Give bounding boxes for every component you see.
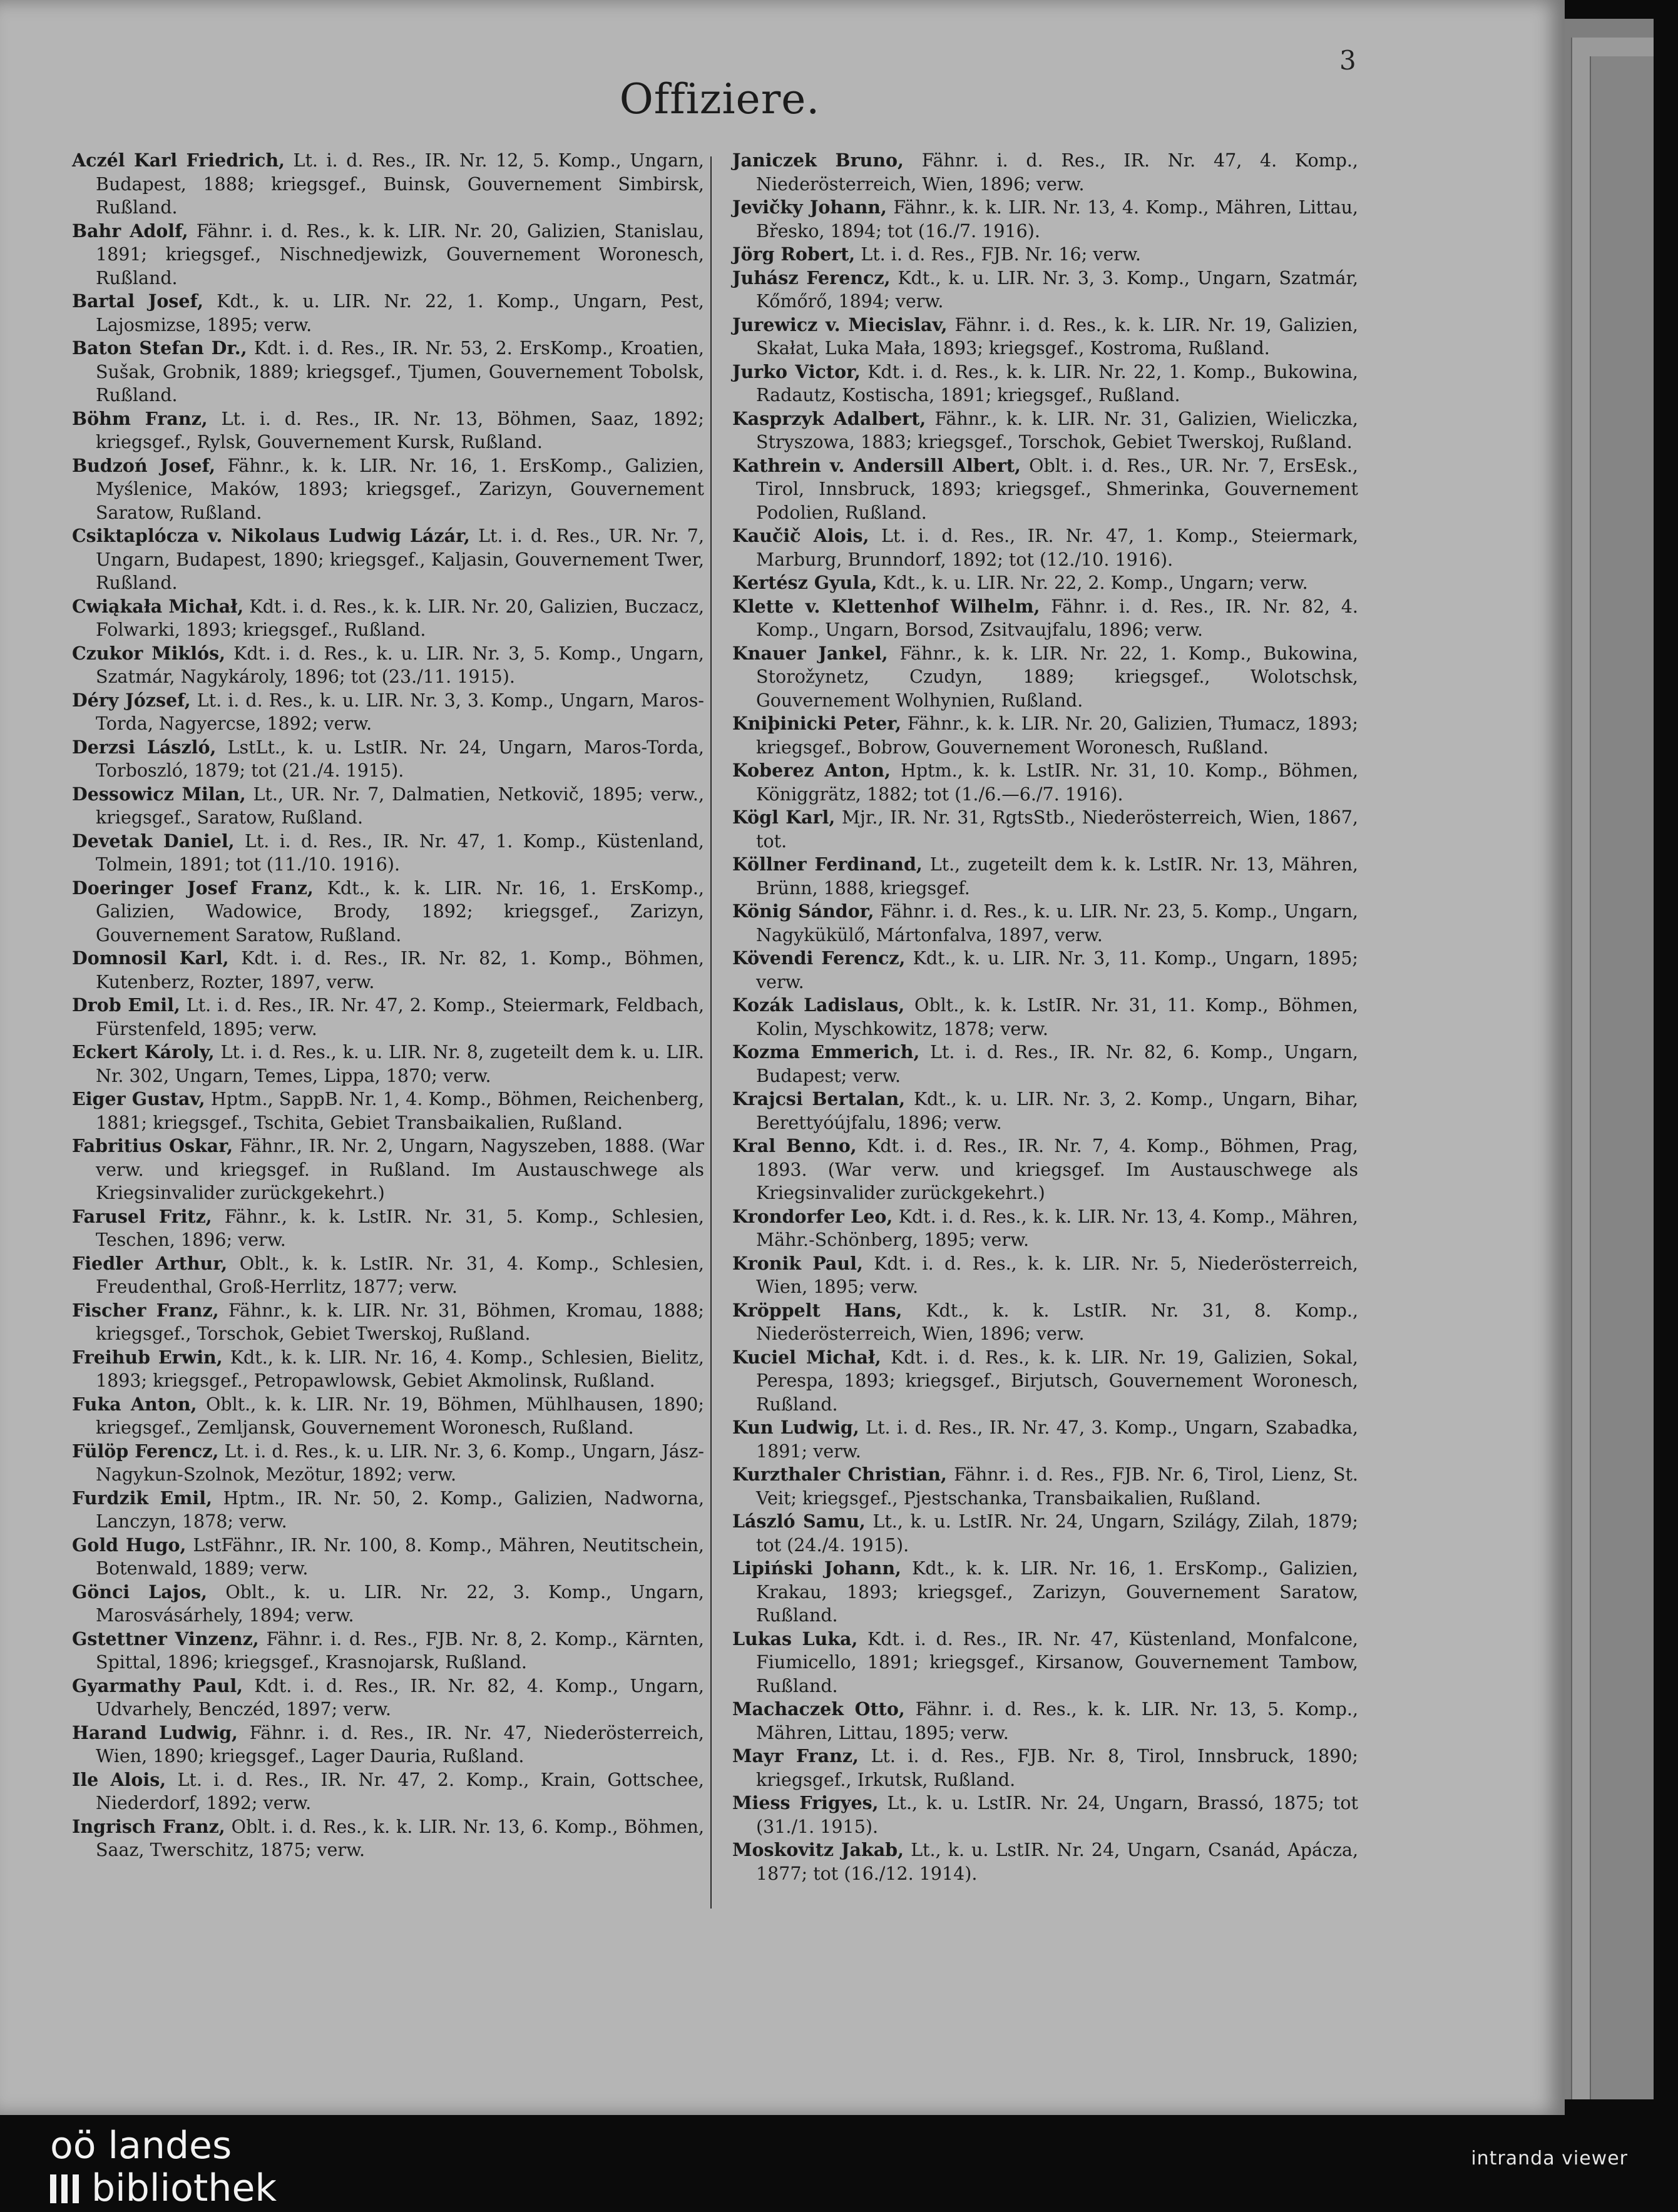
officer-entry: [732, 524, 1358, 571]
officer-entry: [72, 1534, 704, 1581]
officer-details: Fähnr., IR. Nr. 2, Ungarn, Nagyszeben, 1888. (War verw. und kriegsgef. in Rußland. Im Austauschwege als Kriegsinvalider zurückgekehrt.): [96, 1136, 704, 1203]
right-column: [732, 149, 1358, 1885]
officer-details: Lt. i. d. Res., IR. Nr. 13, Böhmen, Saaz, 1892; kriegsgef., Rylsk, Gouvernement Kursk, Rußland.: [96, 408, 704, 452]
officer-name: Aczél Karl Friedrich,: [72, 150, 285, 171]
officer-name: Mayr Franz,: [732, 1745, 859, 1766]
officer-details: Lt. i. d. Res., IR. Nr. 82, 6. Komp., Ungarn, Budapest; verw.: [756, 1042, 1358, 1086]
officer-entry: [732, 267, 1358, 313]
officer-name: Kral Benno,: [732, 1135, 857, 1156]
officer-entry: [72, 1721, 704, 1768]
officer-name: Cwiąkała Michał,: [72, 595, 244, 617]
officer-entry: [72, 736, 704, 783]
officer-details: Lt., zugeteilt dem k. k. LstIR. Nr. 13, Mähren, Brünn, 1888, kriegsgef.: [756, 854, 1358, 899]
officer-name: Klette v. Klettenhof Wilhelm,: [732, 595, 1040, 617]
officer-entry: [732, 900, 1358, 947]
officer-entry: [72, 1346, 704, 1393]
officer-entry: [732, 1134, 1358, 1205]
officer-entry: [732, 571, 1358, 595]
officer-details: Kdt. i. d. Res., k. k. LIR. Nr. 13, 4. Komp., Mähren, Mähr.-Schönberg, 1895; verw.: [756, 1206, 1358, 1250]
officer-details: Lt. i. d. Res., IR. Nr. 47, 1. Komp., Steiermark, Marburg, Brunndorf, 1892; tot (12./10. 1916).: [756, 526, 1359, 570]
officer-entry: [732, 1041, 1358, 1088]
officer-entry: [72, 454, 704, 525]
officer-entry: [732, 1792, 1358, 1838]
officer-details: Lt. i. d. Res., k. u. LIR. Nr. 8, zugeteilt dem k. u. LIR. Nr. 302, Ungarn, Temes, Lippa, 1870; verw.: [96, 1042, 704, 1086]
officer-name: Kertész Gyula,: [732, 572, 877, 593]
officer-entry: [72, 783, 704, 830]
officer-name: Juhász Ferencz,: [732, 267, 891, 288]
officer-entry: [72, 1487, 704, 1534]
officer-entry: [732, 595, 1358, 642]
officer-entry: [72, 1205, 704, 1252]
officer-details: Kdt. i. d. Res., IR. Nr. 82, 4. Komp., Ungarn, Udvarhely, Benczéd, 1897; verw.: [96, 1675, 704, 1720]
officer-entry: [72, 642, 704, 689]
officer-details: Kdt., k. k. LIR. Nr. 16, 1. ErsKomp., Galizien, Krakau, 1893; kriegsgef., Zarizyn, Gouvernement Saratow, Rußland.: [756, 1558, 1358, 1626]
officer-entry: [72, 407, 704, 454]
officer-details: Lt. i. d. Res., k. u. LIR. Nr. 3, 3. Komp., Ungarn, Maros-Torda, Nagyercse, 1892; verw.: [96, 690, 704, 734]
officer-details: Fähnr., k. k. LIR. Nr. 16, 1. ErsKomp., Galizien, Myślenice, Maków, 1893; kriegsgef., Zarizyn, Gouvernement Saratow, Rußland.: [96, 455, 704, 523]
officer-entry: [732, 407, 1358, 454]
officer-entry: [732, 196, 1358, 243]
officer-name: Krondorfer Leo,: [732, 1205, 893, 1227]
officer-details: Fähnr., k. k. LIR. Nr. 22, 1. Komp., Bukowina, Storožynetz, Czudyn, 1889; kriegsgef., Wolotschsk, Gouvernement Wolhynien, Rußland.: [756, 643, 1358, 711]
officer-name: Miess Frigyes,: [732, 1792, 879, 1813]
officer-details: Lt. i. d. Res., FJB. Nr. 16; verw.: [855, 244, 1141, 265]
page-title: Offiziere.: [619, 75, 821, 123]
officer-details: Kdt. i. d. Res., IR. Nr. 7, 4. Komp., Böhmen, Prag, 1893. (War verw. und kriegsgef. Im Austauschwege als Kriegsinvalider zurückgekehrt.): [756, 1136, 1358, 1203]
officer-name: Gönci Lajos,: [72, 1581, 208, 1603]
officer-name: Kathrein v. Andersill Albert,: [732, 454, 1021, 476]
officer-name: Knauer Jankel,: [732, 642, 888, 664]
officer-entry: [72, 1674, 704, 1721]
officer-entry: [72, 595, 704, 642]
officer-details: Oblt., k. k. LstIR. Nr. 31, 11. Komp., Böhmen, Kolin, Myschkowitz, 1878; verw.: [756, 995, 1358, 1039]
officer-entry: [732, 1299, 1358, 1346]
officer-name: Lukas Luka,: [732, 1628, 858, 1649]
officer-details: Lt., k. u. LstIR. Nr. 24, Ungarn, Brassó, 1875; tot (31./1. 1915).: [756, 1793, 1358, 1837]
logo-line-1: oö landes: [50, 2124, 232, 2168]
officer-details: Oblt., k. k. LIR. Nr. 19, Böhmen, Mühlhausen, 1890; kriegsgef., Zemljansk, Gouvernement Woronesch, Rußland.: [96, 1394, 705, 1438]
officer-entry: [72, 1440, 704, 1487]
officer-entry: [72, 830, 704, 877]
officer-name: Farusel Fritz,: [72, 1205, 212, 1227]
officer-details: Kdt., k. u. LIR. Nr. 22, 2. Komp., Ungarn; verw.: [877, 573, 1308, 593]
officer-entry: [72, 1581, 704, 1628]
officer-details: Lt. i. d. Res., IR. Nr. 12, 5. Komp., Ungarn, Budapest, 1888; kriegsgef., Buinsk, Gouvernement Simbirsk, Rußland.: [96, 150, 704, 218]
officer-details: Hptm., k. k. LstIR. Nr. 31, 10. Komp., Böhmen, Königgrätz, 1882; tot (1./6.—6./7. 1916).: [756, 760, 1358, 805]
officer-details: Fähnr. i. d. Res., k. k. LIR. Nr. 19, Galizien, Skałat, Luka Mała, 1893; kriegsgef., Kostroma, Rußland.: [756, 314, 1358, 359]
officer-details: Lt. i. d. Res., IR. Nr. 47, 2. Komp., Krain, Gottschee, Niederdorf, 1892; verw.: [96, 1769, 704, 1813]
officer-entry: [72, 1134, 704, 1205]
officer-entry: [72, 149, 704, 220]
officer-entry: [732, 243, 1358, 267]
officer-name: Jurewicz v. Miecislav,: [732, 313, 948, 335]
officer-name: Freihub Erwin,: [72, 1346, 223, 1368]
officer-entry: [732, 1416, 1358, 1463]
officer-entry: [732, 994, 1358, 1041]
officer-details: Lt. i. d. Res., IR. Nr. 47, 1. Komp., Küstenland, Tolmein, 1891; tot (11./10. 1916).: [96, 830, 704, 875]
officer-entry: [732, 642, 1358, 713]
officer-name: Doeringer Josef Franz,: [72, 877, 314, 899]
officer-name: Domnosil Karl,: [72, 947, 229, 969]
officer-details: Oblt. i. d. Res., UR. Nr. 7, ErsEsk., Tirol, Innsbruck, 1893; kriegsgef., Shmerinka, Gouvernement Podolien, Rußland.: [756, 455, 1358, 523]
officer-details: Kdt., k. k. LstIR. Nr. 31, 8. Komp., Niederösterreich, Wien, 1896; verw.: [756, 1300, 1358, 1344]
officer-entry: [72, 1393, 704, 1440]
officer-name: Böhm Franz,: [72, 407, 208, 429]
officer-details: Fähnr. i. d. Res., IR. Nr. 82, 4. Komp., Ungarn, Borsod, Zsitvaujfalu, 1896; verw.: [756, 596, 1358, 640]
officer-name: Moskovitz Jakab,: [732, 1839, 904, 1860]
officer-details: Lt., k. u. LstIR. Nr. 24, Ungarn, Csanád, Apácza, 1877; tot (16./12. 1914).: [756, 1840, 1359, 1884]
logo-bars-icon: [50, 2167, 84, 2209]
officer-details: LstLt., k. u. LstIR. Nr. 24, Ungarn, Maros-Torda, Torboszló, 1879; tot (21./4. 1915).: [96, 736, 704, 781]
officer-details: Fähnr., k. k. LstIR. Nr. 31, 5. Komp., Schlesien, Teschen, 1896; verw.: [96, 1206, 704, 1250]
officer-name: Ingrisch Franz,: [72, 1815, 225, 1837]
officer-name: Kurzthaler Christian,: [732, 1464, 947, 1485]
officer-entry: [72, 1252, 704, 1299]
officer-name: Gold Hugo,: [72, 1534, 187, 1556]
officer-entry: [732, 1838, 1358, 1885]
officer-name: Devetak Daniel,: [72, 830, 235, 852]
officer-details: Lt. i. d. Res., IR. Nr. 47, 2. Komp., Steiermark, Feldbach, Fürstenfeld, 1895; verw.: [96, 995, 705, 1039]
page-stack-edge: [1590, 56, 1654, 2099]
officer-details: Lt., k. u. LstIR. Nr. 24, Ungarn, Szilágy, Zilah, 1879; tot (24./4. 1915).: [756, 1511, 1359, 1556]
officer-details: Mjr., IR. Nr. 31, RgtsStb., Niederösterreich, Wien, 1867, tot.: [756, 807, 1358, 852]
officer-name: Krajcsi Bertalan,: [732, 1088, 906, 1109]
officer-name: Lipiński Johann,: [732, 1557, 901, 1579]
officer-name: Kozák Ladislaus,: [732, 994, 905, 1016]
officer-name: Budzoń Josef,: [72, 454, 216, 476]
officer-details: Kdt. i. d. Res., IR. Nr. 53, 2. ErsKomp., Kroatien, Sušak, Grobnik, 1889; kriegsgef., Tjumen, Gouvernement Tobolsk, Rußland.: [96, 338, 704, 405]
officer-name: Jörg Robert,: [732, 243, 856, 265]
officer-entry: [72, 947, 704, 994]
officer-details: Kdt. i. d. Res., k. k. LIR. Nr. 5, Niederösterreich, Wien, 1895; verw.: [756, 1253, 1358, 1297]
officer-name: Fiedler Arthur,: [72, 1252, 228, 1274]
viewer-label: intranda viewer: [1471, 2148, 1628, 2169]
officer-name: Eiger Gustav,: [72, 1088, 205, 1109]
officer-name: Fülöp Ferencz,: [72, 1440, 219, 1462]
column-divider: [710, 156, 712, 1909]
officer-name: Kaučič Alois,: [732, 525, 869, 546]
officer-details: Kdt. i. d. Res., k. k. LIR. Nr. 20, Galizien, Buczacz, Folwarki, 1893; kriegsgef., Rußland.: [96, 596, 704, 640]
officer-entry: [732, 1557, 1358, 1628]
officer-name: Kuciel Michał,: [732, 1346, 881, 1368]
officer-name: Kövendi Ferencz,: [732, 947, 906, 969]
officer-details: Fähnr., k. k. LIR. Nr. 20, Galizien, Tłumacz, 1893; kriegsgef., Bobrow, Gouvernement Woronesch, Rußland.: [756, 713, 1358, 758]
officer-entry: [732, 1745, 1358, 1792]
officer-name: Bartal Josef,: [72, 290, 204, 312]
officer-details: Fähnr., k. k. LIR. Nr. 13, 4. Komp., Mähren, Littau, Břesko, 1894; tot (16./7. 1916).: [756, 197, 1358, 242]
officer-name: Janiczek Bruno,: [732, 150, 904, 171]
officer-name: Jurko Victor,: [732, 360, 861, 382]
officer-details: Kdt. i. d. Res., IR. Nr. 82, 1. Komp., Böhmen, Kutenberz, Rozter, 1897, verw.: [96, 948, 704, 992]
officer-entry: [732, 149, 1358, 196]
officer-name: Harand Ludwig,: [72, 1721, 238, 1743]
officer-entry: [732, 1252, 1358, 1299]
left-column: [72, 149, 704, 1862]
officer-details: Fähnr. i. d. Res., k. u. LIR. Nr. 23, 5. Komp., Ungarn, Nagykükülő, Mártonfalva, 1897, verw.: [756, 901, 1358, 945]
officer-entry: [732, 1628, 1358, 1698]
officer-name: Eckert Károly,: [72, 1041, 215, 1063]
officer-entry: [732, 1463, 1358, 1510]
officer-name: Köllner Ferdinand,: [732, 854, 923, 875]
officer-details: Kdt. i. d. Res., k. u. LIR. Nr. 3, 5. Komp., Ungarn, Szatmár, Nagykároly, 1896; tot (23./11. 1915).: [96, 643, 704, 687]
page-number: 3: [1339, 45, 1356, 76]
officer-entry: [732, 712, 1358, 759]
officer-entry: [72, 1299, 704, 1346]
officer-name: Kozma Emmerich,: [732, 1041, 920, 1063]
officer-entry: [732, 1346, 1358, 1417]
officer-details: Kdt., k. k. LIR. Nr. 16, 4. Komp., Schlesien, Bielitz, 1893; kriegsgef., Petropawlowsk, Gebiet Akmolinsk, Rußland.: [96, 1347, 704, 1391]
officer-details: Lt. i. d. Res., UR. Nr. 7, Ungarn, Budapest, 1890; kriegsgef., Kaljasin, Gouvernement Twer, Rußland.: [96, 526, 704, 593]
officer-details: Kdt. i. d. Res., k. k. LIR. Nr. 22, 1. Komp., Bukowina, Radautz, Kostischa, 1891; kriegsgef., Rußland.: [756, 361, 1358, 405]
officer-details: Fähnr. i. d. Res., k. k. LIR. Nr. 13, 5. Komp., Mähren, Littau, 1895; verw.: [756, 1699, 1359, 1743]
officer-entry: [732, 1510, 1358, 1557]
officer-name: Derzsi László,: [72, 736, 217, 758]
officer-details: Fähnr. i. d. Res., IR. Nr. 47, 4. Komp., Niederösterreich, Wien, 1896; verw.: [756, 150, 1358, 195]
officer-details: Fähnr., k. k. LIR. Nr. 31, Galizien, Wieliczka, Stryszowa, 1883; kriegsgef., Torschok, Gebiet Twerskoj, Rußland.: [756, 408, 1358, 452]
officer-entry: [72, 1815, 704, 1862]
officer-details: Fähnr. i. d. Res., k. k. LIR. Nr. 20, Galizien, Stanislau, 1891; kriegsgef., Nischnedjewizk, Gouvernement Woronesch, Rußland.: [96, 220, 704, 288]
officer-name: Kronik Paul,: [732, 1252, 863, 1274]
officer-name: Kasprzyk Adalbert,: [732, 407, 926, 429]
officer-details: Kdt. i. d. Res., IR. Nr. 47, Küstenland, Monfalcone, Fiumicello, 1891; kriegsgef., Kirsanow, Gouvernement Tambow, Rußland.: [756, 1628, 1358, 1696]
officer-details: Lt. i. d. Res., k. u. LIR. Nr. 3, 6. Komp., Ungarn, Jász-Nagykun-Szolnok, Mezötur, 1892; verw.: [96, 1440, 705, 1485]
officer-details: LstFähnr., IR. Nr. 100, 8. Komp., Mähren, Neutitschein, Botenwald, 1889; verw.: [96, 1534, 704, 1579]
officer-entry: [72, 1088, 704, 1134]
officer-name: Baton Stefan Dr.,: [72, 337, 247, 359]
officer-details: Kdt., k. k. LIR. Nr. 16, 1. ErsKomp., Galizien, Wadowice, Brody, 1892; kriegsgef., Zarizyn, Gouvernement Saratow, Rußland.: [96, 877, 704, 945]
officer-entry: [72, 337, 704, 407]
officer-name: Fuka Anton,: [72, 1393, 197, 1415]
officer-name: Fabritius Oskar,: [72, 1135, 233, 1156]
officer-name: Déry József,: [72, 689, 191, 711]
officer-entry: [732, 806, 1358, 853]
officer-details: Fähnr. i. d. Res., IR. Nr. 47, Niederösterreich, Wien, 1890; kriegsgef., Lager Dauria, Rußland.: [96, 1722, 704, 1766]
officer-name: Bahr Adolf,: [72, 220, 188, 242]
officer-name: Gstettner Vinzenz,: [72, 1628, 259, 1649]
officer-entry: [72, 994, 704, 1041]
officer-name: Czukor Miklós,: [72, 642, 226, 664]
officer-details: Oblt. i. d. Res., k. k. LIR. Nr. 13, 6. Komp., Böhmen, Saaz, Twerschitz, 1875; verw.: [96, 1816, 705, 1860]
officer-details: Kdt. i. d. Res., k. k. LIR. Nr. 19, Galizien, Sokal, Perespa, 1893; kriegsgef., Birjutsch, Gouvernement Woronesch, Rußland.: [756, 1347, 1358, 1415]
officer-entry: [732, 759, 1358, 806]
officer-details: Fähnr. i. d. Res., FJB. Nr. 8, 2. Komp., Kärnten, Spittal, 1896; kriegsgef., Krasnojarsk, Rußland.: [96, 1628, 704, 1673]
officer-name: Csiktaplócza v. Nikolaus Ludwig Lázár,: [72, 525, 470, 546]
officer-details: Oblt., k. k. LstIR. Nr. 31, 4. Komp., Schlesien, Freudenthal, Groß-Herrlitz, 1877; verw.: [96, 1253, 704, 1297]
officer-entry: [732, 360, 1358, 407]
officer-details: Lt. i. d. Res., IR. Nr. 47, 3. Komp., Ungarn, Szabadka, 1891; verw.: [756, 1417, 1358, 1462]
officer-name: Gyarmathy Paul,: [72, 1674, 243, 1696]
officer-entry: [732, 454, 1358, 525]
officer-entry: [72, 290, 704, 337]
officer-entry: [72, 220, 704, 290]
officer-details: Hptm., SappB. Nr. 1, 4. Komp., Böhmen, Reichenberg, 1881; kriegsgef., Tschita, Gebiet Transbaikalien, Rußland.: [96, 1089, 704, 1133]
officer-name: Ile Alois,: [72, 1768, 166, 1790]
officer-name: Furdzik Emil,: [72, 1487, 213, 1509]
officer-name: Machaczek Otto,: [732, 1698, 905, 1720]
officer-name: Kniþinicki Peter,: [732, 713, 902, 734]
officer-name: Drob Emil,: [72, 994, 180, 1016]
officer-entry: [732, 853, 1358, 900]
officer-entry: [732, 947, 1358, 994]
officer-details: Kdt., k. u. LIR. Nr. 3, 3. Komp., Ungarn, Szatmár, Kőmőrő, 1894; verw.: [756, 267, 1359, 312]
officer-entry: [72, 1041, 704, 1088]
logo-line-2: bibliothek: [91, 2166, 277, 2210]
library-logo[interactable]: [50, 2124, 277, 2209]
officer-name: König Sándor,: [732, 900, 874, 922]
officer-entry: [732, 1698, 1358, 1745]
officer-name: Koberez Anton,: [732, 760, 891, 781]
officer-entry: [732, 1205, 1358, 1252]
officer-entry: [72, 689, 704, 736]
officer-name: Kröppelt Hans,: [732, 1299, 903, 1321]
officer-entry: [72, 1628, 704, 1674]
officer-entry: [732, 313, 1358, 360]
officer-details: Kdt., k. u. LIR. Nr. 22, 1. Komp., Ungarn, Pest, Lajosmizse, 1895; verw.: [96, 291, 704, 335]
officer-entry: [732, 1088, 1358, 1134]
officer-name: Fischer Franz,: [72, 1299, 219, 1321]
officer-name: Kögl Karl,: [732, 807, 836, 828]
officer-details: Fähnr. i. d. Res., FJB. Nr. 6, Tirol, Lienz, St. Veit; kriegsgef., Pjestschanka, Transbaikalien, Rußland.: [756, 1464, 1358, 1509]
officer-details: Fähnr., k. k. LIR. Nr. 31, Böhmen, Kromau, 1888; kriegsgef., Torschok, Gebiet Twerskoj, Rußland.: [96, 1300, 704, 1344]
officer-entry: [72, 524, 704, 595]
officer-name: Jevičky Johann,: [732, 196, 887, 218]
officer-details: Hptm., IR. Nr. 50, 2. Komp., Galizien, Nadworna, Lanczyn, 1878; verw.: [96, 1487, 704, 1532]
officer-name: Kun Ludwig,: [732, 1417, 859, 1438]
officer-details: Oblt., k. u. LIR. Nr. 22, 3. Komp., Ungarn, Marosvásárhely, 1894; verw.: [96, 1581, 704, 1626]
officer-name: László Samu,: [732, 1511, 866, 1532]
officer-name: Dessowicz Milan,: [72, 783, 246, 805]
officer-details: Lt. i. d. Res., FJB. Nr. 8, Tirol, Innsbruck, 1890; kriegsgef., Irkutsk, Rußland.: [756, 1746, 1358, 1790]
officer-details: Kdt., k. u. LIR. Nr. 3, 11. Komp., Ungarn, 1895; verw.: [756, 948, 1358, 992]
officer-entry: [72, 877, 704, 947]
officer-details: Kdt., k. u. LIR. Nr. 3, 2. Komp., Ungarn, Bihar, Berettyóújfalu, 1896; verw.: [756, 1089, 1359, 1133]
officer-entry: [72, 1768, 704, 1815]
officer-details: Lt., UR. Nr. 7, Dalmatien, Netkovič, 1895; verw., kriegsgef., Saratow, Rußland.: [96, 783, 704, 828]
